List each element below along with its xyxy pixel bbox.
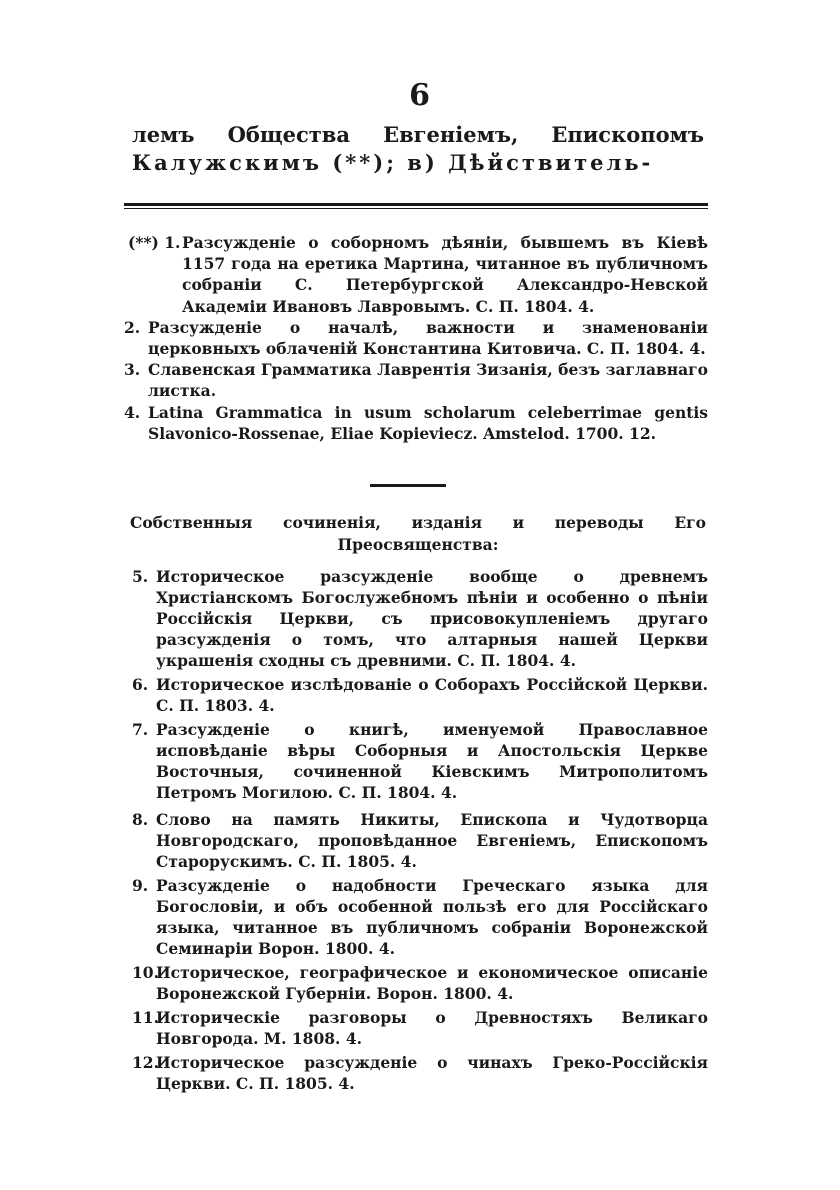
entry-text: Историческое разсужденіе о чинахъ Греко-Россійскія Церкви. С. П. 1805. 4.	[156, 1053, 708, 1093]
entry-number: 2.	[124, 317, 141, 337]
list-item	[130, 1007, 708, 1049]
list-item	[122, 317, 708, 359]
section-divider	[370, 484, 446, 487]
entry-number: 8.	[132, 810, 149, 829]
list-item	[130, 674, 708, 716]
entry-number: 11.	[132, 1008, 159, 1027]
list-item	[130, 962, 708, 1004]
entry-number: 7.	[132, 720, 149, 739]
list-item	[122, 232, 708, 317]
works-list	[130, 566, 708, 1097]
list-item	[122, 359, 708, 401]
entry-text: Историческіе разговоры о Древностяхъ Великаго Новгорода. М. 1808. 4.	[156, 1008, 708, 1048]
entry-text: Слово на память Никиты, Епископа и Чудотворца Новгородскаго, проповѣданное Евгеніемъ, Епископомъ Старорускимъ. С. П. 1805. 4.	[156, 810, 708, 871]
entry-number: 9.	[132, 876, 149, 895]
section-heading: Собственныя сочиненія, изданія и переводы Его Преосвященства:	[130, 513, 706, 554]
entry-text: Latina Grammatica in usum scholarum celeberrimae gentis Slavonico-Rossenae, Eliae Kopieviecz. Amstelod. 1700. 12.	[148, 402, 708, 443]
list-item	[130, 566, 708, 671]
list-item	[122, 402, 708, 444]
entry-number: 12.	[132, 1053, 159, 1072]
entry-text: Разсужденіе о соборномъ дѣяніи, бывшемъ въ Кіевѣ 1157 года на еретика Мартина, читанное въ публичномъ собраніи С. Петербургской Александро-Невской Академіи Ивановъ Лавровымъ. С. П. 1804. 4.	[182, 233, 708, 316]
list-item	[130, 1052, 708, 1094]
entry-number: 4.	[124, 402, 141, 422]
page-number: 6	[409, 78, 431, 113]
entry-text: Разсужденіе о надобности Греческаго языка для Богословіи, и объ особенной пользѣ его для Россійскаго языка, читанное въ публичномъ собраніи Воронежской Семинаріи Ворон. 1800. 4.	[156, 876, 708, 958]
entry-number: (**) 1.	[128, 233, 181, 252]
footnote-list	[122, 232, 708, 444]
entry-text: Разсужденіе о началѣ, важности и знаменованіи церковныхъ облаченій Константина Китовича. С. П. 1804. 4.	[148, 317, 708, 359]
list-item	[130, 875, 708, 959]
footnote-divider-thin	[124, 208, 708, 209]
body-text-line-2: Калужскимъ (**); в) Дѣйствитель-	[132, 150, 654, 175]
entry-number: 3.	[124, 360, 141, 380]
entry-text: Историческое изслѣдованіе о Соборахъ Россійской Церкви. С. П. 1803. 4.	[156, 675, 708, 715]
body-text-line-1: лемъ Общества Евгеніемъ, Епископомъ	[132, 122, 704, 147]
list-item	[130, 809, 708, 872]
entry-text: Разсужденіе о книгѣ, именуемой Православное исповѣданіе вѣры Соборныя и Апостольскія Церкве Восточныя, сочиненной Кіевскимъ Митрополитомъ Петромъ Могилою. С. П. 1804. 4.	[156, 720, 708, 802]
entry-number: 5.	[132, 567, 149, 586]
entry-number: 10.	[132, 963, 159, 982]
footnote-divider	[124, 203, 708, 206]
list-item	[130, 719, 708, 803]
entry-text: Историческое разсужденіе вообще о древнемъ Христіанскомъ Богослужебномъ пѣніи и особенно о пѣніи Россійскія Церкви, съ присовокупленіемъ другаго разсужденія о томъ, что алтарныя нашей Церкви украшенія сходны съ древними. С. П. 1804. 4.	[156, 567, 708, 670]
entry-text: Историческое, географическое и економическое описаніе Воронежской Губерніи. Ворон. 1800. 4.	[156, 963, 708, 1003]
entry-text: Славенская Грамматика Лаврентія Зизанія, безъ заглавнаго листка.	[148, 360, 708, 401]
entry-number: 6.	[132, 675, 149, 694]
